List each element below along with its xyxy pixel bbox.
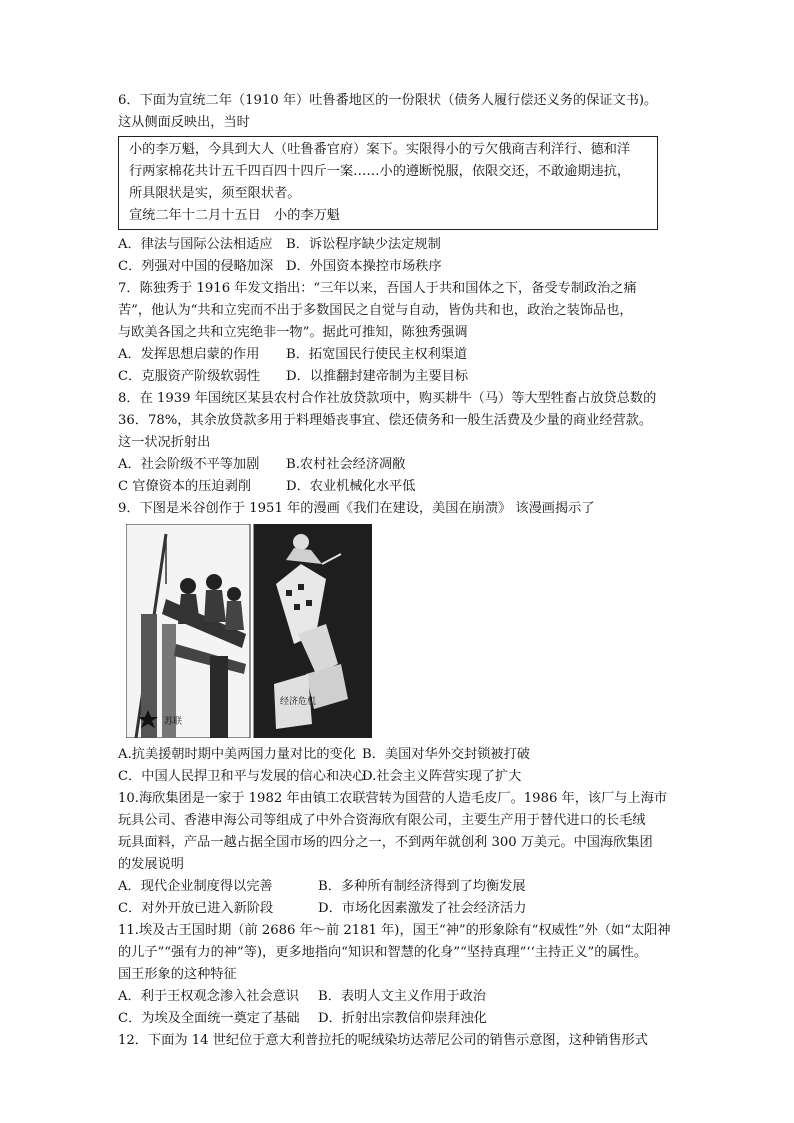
question-10-stem-line: 玩具公司、香港申海公司等组成了中外合资海欣有限公司，主要生产用于替代进口的长毛绒	[118, 813, 646, 828]
cartoon-image	[126, 524, 372, 738]
option-a: A．现代企业制度得以完善	[118, 879, 273, 894]
question-8-stem-line: 8．在 1939 年国统区某县农村合作社放贷款项中，购买耕牛（马）等大型牲畜占放贷总数的	[118, 391, 657, 406]
options-row	[118, 744, 678, 766]
option-a: A．利于王权观念渗入社会意识	[118, 989, 299, 1004]
option-a: A．律法与国际公法相适应	[118, 237, 273, 252]
question-10-stem-line: 10.海欣集团是一家于 1982 年由镇工农联营转为国营的人造毛皮厂。1986 年，该厂与上海市	[118, 791, 668, 806]
option-d: D．市场化因素激发了社会经济活力	[318, 901, 527, 916]
option-c: C．列强对中国的侵略加深	[118, 259, 274, 274]
options-row	[118, 344, 678, 366]
question-11	[118, 920, 678, 1030]
cartoon-illustration	[126, 524, 372, 738]
option-c: C．对外开放已进入新阶段	[118, 901, 274, 916]
option-b: B.农村社会经济凋敝	[286, 457, 406, 472]
options-row	[118, 234, 678, 256]
options-row	[118, 366, 678, 388]
option-a: A.抗美援朝时期中美两国力量对比的变化	[118, 747, 356, 762]
options-row	[118, 898, 678, 920]
option-c: C．为埃及全面统一奠定了基础	[118, 1011, 300, 1026]
question-10-stem-line: 玩具面料，产品一越占据全国市场的四分之一，不到两年就创利 300 万美元。中国海欣集团	[118, 835, 653, 850]
option-d: D．农业机械化水平低	[286, 479, 416, 494]
option-a: A．发挥思想启蒙的作用	[118, 347, 260, 362]
option-c: C 官僚资本的压迫剥削	[118, 479, 251, 494]
question-9-stem-line: 9．下图是米谷创作于 1951 年的漫画《我们在建设，美国在崩溃》 该漫画揭示了	[118, 501, 595, 516]
option-d: D．以推翻封建帝制为主要目标	[286, 369, 469, 384]
question-12	[118, 1030, 678, 1052]
options-row	[118, 876, 678, 898]
options-row	[118, 766, 678, 788]
option-a: A．社会阶级不平等加剧	[118, 457, 260, 472]
question-11-stem-line: 的儿子”“强有力的神”等)，更多地指向“知识和智慧的化身”“坚持真理”‘‘主持正义”的属性。	[118, 945, 648, 960]
question-6-stem-line: 6．下面为宣统二年（1910 年）吐鲁番地区的一份限状（债务人履行偿还义务的保证文书)。	[118, 93, 658, 108]
document-line: 小的李万魁，今具到大人（吐鲁番官府）案下。实限得小的亏欠俄商吉利洋行、德和洋	[129, 142, 631, 157]
question-8	[118, 388, 678, 498]
option-b: B．表明人文主义作用于政治	[318, 989, 486, 1004]
option-b: B．多种所有制经济得到了均衡发展	[318, 879, 526, 894]
options-row	[118, 476, 678, 498]
cartoon-right-sign: 经济危机	[280, 697, 317, 707]
option-c: C．中国人民捍卫和平与发展的信心和决心	[118, 769, 366, 784]
exam-page	[118, 90, 678, 1052]
option-b: B．诉讼程序缺少法定规制	[286, 237, 441, 252]
options-row	[118, 1008, 678, 1030]
question-7-stem-line: 苦”，他认为“共和立宪而不出于多数国民之自觉与自动，皆伪共和也，政治之装饰品也，	[118, 303, 633, 318]
option-d: D.社会主义阵营实现了扩大	[362, 769, 522, 784]
question-8-stem-line: 这一状况折射出	[118, 435, 211, 450]
option-d: D．外国资本操控市场秩序	[286, 259, 442, 274]
question-10-stem-line: 的发展说明	[118, 857, 184, 872]
option-b: B．美国对华外交封锁被打破	[362, 747, 530, 762]
question-6-document-box	[118, 136, 658, 230]
document-signature: 宣统二年十二月十五日 小的李万魁	[129, 208, 340, 223]
question-11-stem-line: 国王形象的这种特征	[118, 967, 237, 982]
question-7	[118, 278, 678, 388]
question-6	[118, 90, 678, 278]
document-line: 所具限状是实，须至限状者。	[129, 186, 301, 201]
question-8-stem-line: 36．78%，其余放贷款多用于料理婚丧事宜、偿还债务和一般生活费及少量的商业经营款。	[118, 413, 653, 428]
question-9	[118, 498, 678, 788]
options-row	[118, 986, 678, 1008]
question-7-stem-line: 与欧美各国之共和立宪绝非一物”。据此可推知，陈独秀强调	[118, 325, 468, 340]
question-12-stem-line: 12．下面为 14 世纪位于意大利普拉托的呢绒染坊达蒂尼公司的销售示意图，这种销售形式	[118, 1033, 648, 1048]
option-d: D．折射出宗教信仰崇拜浊化	[318, 1011, 487, 1026]
question-10	[118, 788, 678, 920]
question-11-stem-line: 11.埃及古王国时期（前 2686 年～前 2181 年)，国王“神”的形象除有“权威性”外（如“太阳神	[118, 923, 671, 938]
options-row	[118, 454, 678, 476]
options-row	[118, 256, 678, 278]
document-line: 行两家棉花共计五千四百四十四斤一案……小的遵断悦服，依限交还，不敢逾期违抗，	[129, 164, 631, 179]
cartoon-left-sign: 苏联	[164, 717, 183, 727]
question-7-stem-line: 7．陈独秀于 1916 年发文指出：“三年以来，吾国人于共和国体之下，备受专制政治之痛	[118, 281, 637, 296]
option-b: B．拓宽国民行使民主权利渠道	[286, 347, 468, 362]
option-c: C．克服资产阶级软弱性	[118, 369, 260, 384]
question-6-stem-line: 这从侧面反映出，当时	[118, 115, 250, 130]
